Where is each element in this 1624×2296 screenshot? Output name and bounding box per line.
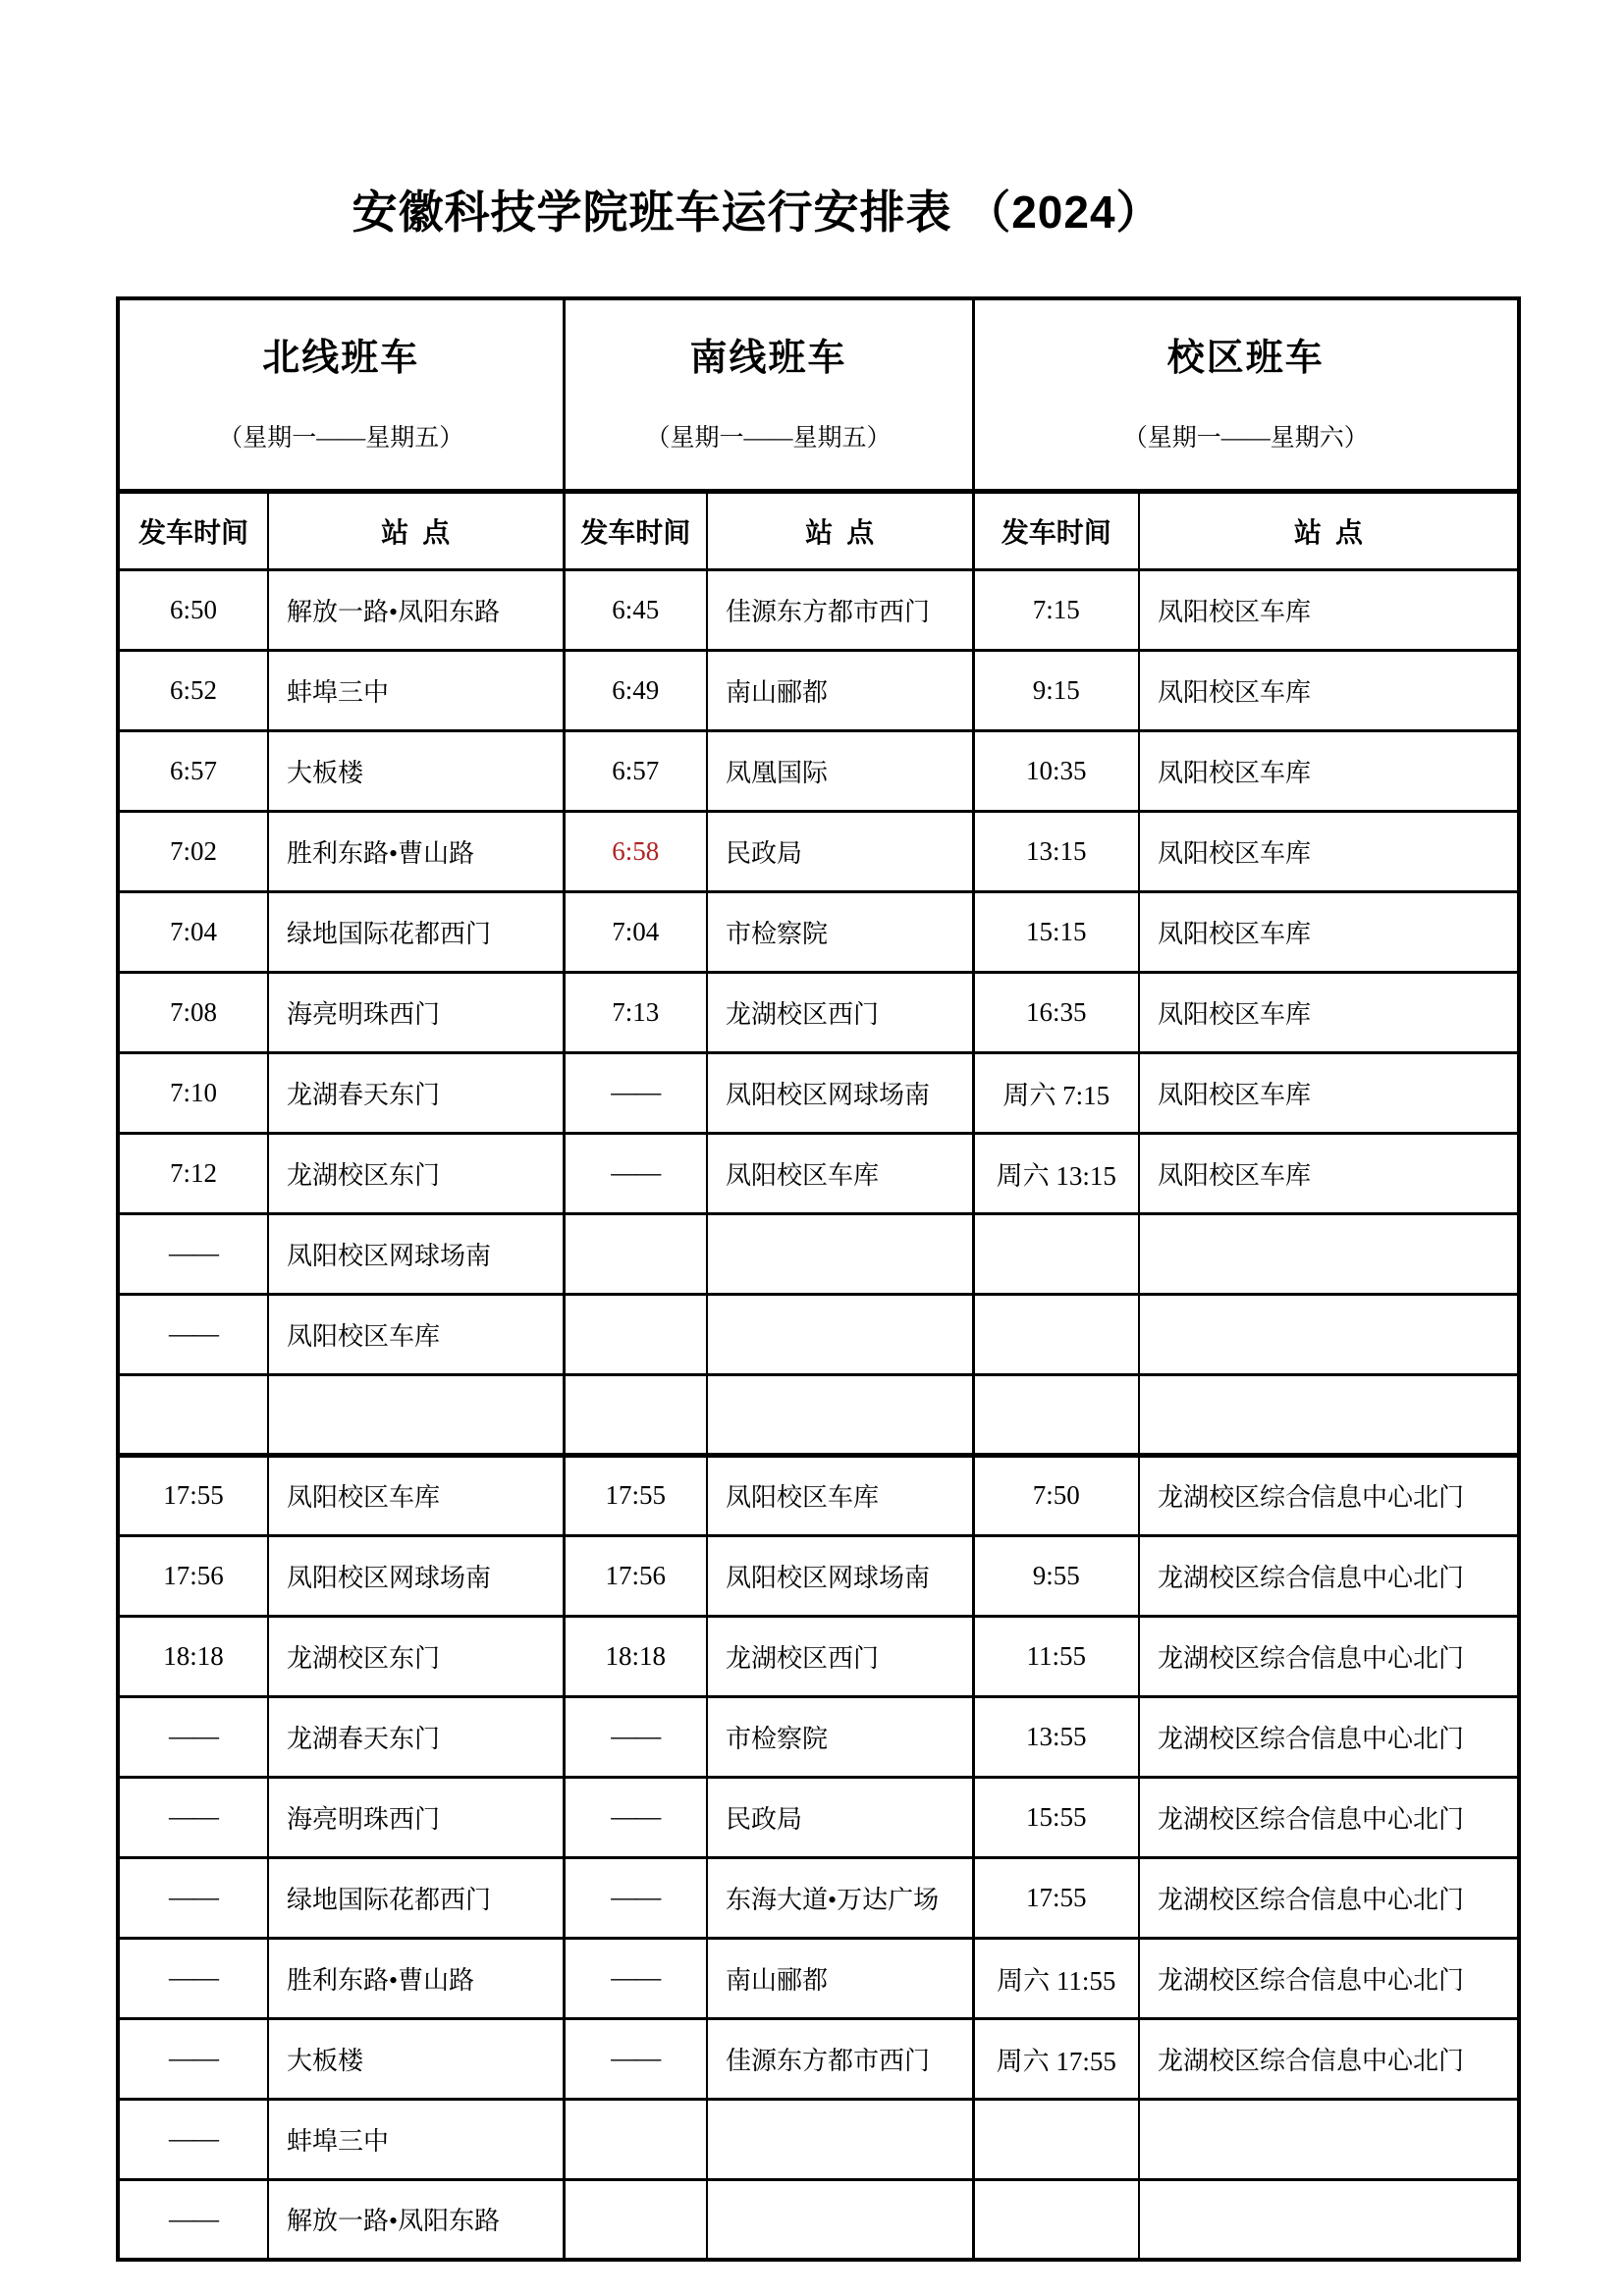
station-cell bbox=[1139, 1213, 1519, 1294]
group-days: （星期一——星期五） bbox=[218, 424, 464, 452]
station-cell: 佳源东方都市西门 bbox=[707, 2018, 973, 2099]
table-row bbox=[118, 1535, 1519, 1616]
departure-time-cell: —— bbox=[118, 2018, 268, 2099]
station-cell: 东海大道•万达广场 bbox=[707, 1857, 973, 1938]
station-cell bbox=[707, 1374, 973, 1455]
station-cell: 凤阳校区网球场南 bbox=[707, 1052, 973, 1133]
station-cell: 凤凰国际 bbox=[707, 730, 973, 811]
table-row bbox=[118, 972, 1519, 1052]
station-cell: 龙湖校区综合信息中心北门 bbox=[1139, 1696, 1519, 1777]
group-name: 南线班车 bbox=[689, 338, 847, 379]
table-row bbox=[118, 1213, 1519, 1294]
table-row bbox=[118, 1857, 1519, 1938]
station-cell: 龙湖校区综合信息中心北门 bbox=[1139, 1616, 1519, 1696]
departure-time-cell bbox=[973, 2099, 1139, 2179]
station-cell: 凤阳校区车库 bbox=[1139, 1052, 1519, 1133]
station-cell: 民政局 bbox=[707, 1777, 973, 1857]
departure-time-cell: 13:55 bbox=[973, 1696, 1139, 1777]
departure-time-cell bbox=[564, 1294, 707, 1374]
group-name: 北线班车 bbox=[262, 338, 420, 379]
group-header-south-line bbox=[564, 298, 973, 491]
table-row bbox=[118, 1616, 1519, 1696]
departure-time-cell: 16:35 bbox=[973, 972, 1139, 1052]
table-row bbox=[118, 1455, 1519, 1535]
departure-time-cell: —— bbox=[564, 1777, 707, 1857]
station-cell: 凤阳校区车库 bbox=[707, 1133, 973, 1213]
departure-time-cell bbox=[973, 1374, 1139, 1455]
departure-time-cell: 7:10 bbox=[118, 1052, 268, 1133]
station-cell: 大板楼 bbox=[268, 730, 564, 811]
station-cell: 海亮明珠西门 bbox=[268, 972, 564, 1052]
departure-time-cell: 6:52 bbox=[118, 650, 268, 730]
station-cell bbox=[1139, 2099, 1519, 2179]
departure-time-cell: 17:56 bbox=[118, 1535, 268, 1616]
departure-time-cell: —— bbox=[118, 1938, 268, 2018]
station-cell bbox=[1139, 2179, 1519, 2260]
departure-time-cell: —— bbox=[118, 1696, 268, 1777]
col-header-station: 站 点 bbox=[707, 491, 973, 569]
station-cell: 海亮明珠西门 bbox=[268, 1777, 564, 1857]
station-cell: 凤阳校区车库 bbox=[268, 1455, 564, 1535]
departure-time-cell: 17:55 bbox=[564, 1455, 707, 1535]
departure-time-cell: 7:04 bbox=[118, 891, 268, 972]
departure-time-cell: 18:18 bbox=[118, 1616, 268, 1696]
station-cell: 龙湖校区西门 bbox=[707, 1616, 973, 1696]
station-cell: 凤阳校区车库 bbox=[1139, 569, 1519, 650]
departure-time-cell: 13:15 bbox=[973, 811, 1139, 891]
station-cell: 佳源东方都市西门 bbox=[707, 569, 973, 650]
station-cell: 凤阳校区车库 bbox=[1139, 891, 1519, 972]
station-cell: 胜利东路•曹山路 bbox=[268, 811, 564, 891]
departure-time-cell bbox=[564, 1213, 707, 1294]
station-cell: 龙湖校区综合信息中心北门 bbox=[1139, 1857, 1519, 1938]
departure-time-cell: 7:12 bbox=[118, 1133, 268, 1213]
departure-time-cell: 7:15 bbox=[973, 569, 1139, 650]
station-cell: 绿地国际花都西门 bbox=[268, 891, 564, 972]
station-cell: 龙湖校区综合信息中心北门 bbox=[1139, 1777, 1519, 1857]
departure-time-cell: 15:15 bbox=[973, 891, 1139, 972]
departure-time-cell: 17:56 bbox=[564, 1535, 707, 1616]
station-cell: 龙湖校区东门 bbox=[268, 1616, 564, 1696]
departure-time-cell: 周六 11:55 bbox=[973, 1938, 1139, 2018]
station-cell: 龙湖校区西门 bbox=[707, 972, 973, 1052]
table-row bbox=[118, 1294, 1519, 1374]
departure-time-cell: 11:55 bbox=[973, 1616, 1139, 1696]
departure-time-cell bbox=[118, 1374, 268, 1455]
departure-time-cell: 7:50 bbox=[973, 1455, 1139, 1535]
column-header-row bbox=[118, 491, 1519, 569]
station-cell bbox=[707, 1213, 973, 1294]
group-header-north-line bbox=[118, 298, 564, 491]
departure-time-cell bbox=[564, 1374, 707, 1455]
station-cell: 凤阳校区网球场南 bbox=[268, 1213, 564, 1294]
departure-time-cell: —— bbox=[118, 2179, 268, 2260]
table-row bbox=[118, 891, 1519, 972]
station-cell: 市检察院 bbox=[707, 891, 973, 972]
departure-time-cell: 7:08 bbox=[118, 972, 268, 1052]
departure-time-cell: 17:55 bbox=[118, 1455, 268, 1535]
departure-time-cell: 7:04 bbox=[564, 891, 707, 972]
station-cell: 凤阳校区车库 bbox=[268, 1294, 564, 1374]
station-cell: 大板楼 bbox=[268, 2018, 564, 2099]
departure-time-cell: 6:49 bbox=[564, 650, 707, 730]
table-row bbox=[118, 650, 1519, 730]
group-header-campus-line bbox=[973, 298, 1519, 491]
station-cell: 绿地国际花都西门 bbox=[268, 1857, 564, 1938]
station-cell: 凤阳校区网球场南 bbox=[707, 1535, 973, 1616]
col-header-departure-time: 发车时间 bbox=[973, 491, 1139, 569]
group-name: 校区班车 bbox=[1166, 338, 1325, 379]
station-cell bbox=[1139, 1374, 1519, 1455]
departure-time-cell bbox=[973, 1294, 1139, 1374]
station-cell: 南山郦都 bbox=[707, 1938, 973, 2018]
table-row bbox=[118, 2018, 1519, 2099]
departure-time-cell: —— bbox=[564, 1938, 707, 2018]
col-header-departure-time: 发车时间 bbox=[118, 491, 268, 569]
station-cell: 龙湖春天东门 bbox=[268, 1696, 564, 1777]
table-row bbox=[118, 1374, 1519, 1455]
table-row bbox=[118, 811, 1519, 891]
bus-schedule-table bbox=[116, 296, 1521, 2262]
departure-time-cell: —— bbox=[118, 1777, 268, 1857]
departure-time-cell: 周六 17:55 bbox=[973, 2018, 1139, 2099]
station-cell: 凤阳校区网球场南 bbox=[268, 1535, 564, 1616]
station-cell: 市检察院 bbox=[707, 1696, 973, 1777]
departure-time-cell bbox=[564, 2179, 707, 2260]
departure-time-cell: 7:02 bbox=[118, 811, 268, 891]
departure-time-cell: —— bbox=[118, 2099, 268, 2179]
departure-time-cell: 18:18 bbox=[564, 1616, 707, 1696]
col-header-station: 站 点 bbox=[268, 491, 564, 569]
departure-time-cell: 6:50 bbox=[118, 569, 268, 650]
departure-time-cell: 15:55 bbox=[973, 1777, 1139, 1857]
station-cell bbox=[268, 1374, 564, 1455]
group-days: （星期一——星期六） bbox=[1122, 424, 1369, 452]
station-cell: 凤阳校区车库 bbox=[1139, 730, 1519, 811]
departure-time-cell: 17:55 bbox=[973, 1857, 1139, 1938]
station-cell: 凤阳校区车库 bbox=[1139, 650, 1519, 730]
station-cell: 龙湖春天东门 bbox=[268, 1052, 564, 1133]
departure-time-cell: 9:15 bbox=[973, 650, 1139, 730]
table-row bbox=[118, 1777, 1519, 1857]
col-header-departure-time: 发车时间 bbox=[564, 491, 707, 569]
departure-time-cell: —— bbox=[118, 1294, 268, 1374]
departure-time-cell bbox=[973, 1213, 1139, 1294]
station-cell: 蚌埠三中 bbox=[268, 2099, 564, 2179]
departure-time-cell: 周六 13:15 bbox=[973, 1133, 1139, 1213]
station-cell: 凤阳校区车库 bbox=[1139, 1133, 1519, 1213]
table-row bbox=[118, 1052, 1519, 1133]
table-row bbox=[118, 1133, 1519, 1213]
station-cell: 民政局 bbox=[707, 811, 973, 891]
station-cell: 蚌埠三中 bbox=[268, 650, 564, 730]
table-row bbox=[118, 1938, 1519, 2018]
departure-time-cell bbox=[973, 2179, 1139, 2260]
station-cell: 龙湖校区综合信息中心北门 bbox=[1139, 1455, 1519, 1535]
departure-time-cell: 6:58 bbox=[564, 811, 707, 891]
table-row bbox=[118, 2179, 1519, 2260]
departure-time-cell: 6:57 bbox=[564, 730, 707, 811]
departure-time-cell: —— bbox=[564, 1133, 707, 1213]
table-row bbox=[118, 2099, 1519, 2179]
station-cell: 龙湖校区综合信息中心北门 bbox=[1139, 2018, 1519, 2099]
table-row bbox=[118, 569, 1519, 650]
departure-time-cell bbox=[564, 2099, 707, 2179]
departure-time-cell: 7:13 bbox=[564, 972, 707, 1052]
departure-time-cell: 9:55 bbox=[973, 1535, 1139, 1616]
departure-time-cell: —— bbox=[564, 1052, 707, 1133]
departure-time-cell: —— bbox=[118, 1213, 268, 1294]
station-cell: 龙湖校区东门 bbox=[268, 1133, 564, 1213]
station-cell: 胜利东路•曹山路 bbox=[268, 1938, 564, 2018]
station-cell: 龙湖校区综合信息中心北门 bbox=[1139, 1938, 1519, 2018]
station-cell: 凤阳校区车库 bbox=[1139, 972, 1519, 1052]
station-cell: 凤阳校区车库 bbox=[1139, 811, 1519, 891]
group-header-row bbox=[118, 298, 1519, 491]
station-cell bbox=[707, 1294, 973, 1374]
departure-time-cell: 6:57 bbox=[118, 730, 268, 811]
station-cell: 南山郦都 bbox=[707, 650, 973, 730]
departure-time-cell: 周六 7:15 bbox=[973, 1052, 1139, 1133]
table-row bbox=[118, 1696, 1519, 1777]
station-cell: 龙湖校区综合信息中心北门 bbox=[1139, 1535, 1519, 1616]
table-row bbox=[118, 730, 1519, 811]
departure-time-cell: 6:45 bbox=[564, 569, 707, 650]
departure-time-cell: —— bbox=[118, 1857, 268, 1938]
station-cell bbox=[1139, 1294, 1519, 1374]
group-days: （星期一——星期五） bbox=[645, 424, 892, 452]
station-cell bbox=[707, 2179, 973, 2260]
departure-time-cell: —— bbox=[564, 1857, 707, 1938]
departure-time-cell: —— bbox=[564, 1696, 707, 1777]
station-cell: 解放一路•凤阳东路 bbox=[268, 2179, 564, 2260]
col-header-station: 站 点 bbox=[1139, 491, 1519, 569]
departure-time-cell: —— bbox=[564, 2018, 707, 2099]
station-cell: 解放一路•凤阳东路 bbox=[268, 569, 564, 650]
station-cell: 凤阳校区车库 bbox=[707, 1455, 973, 1535]
page-title: 安徽科技学院班车运行安排表 （2024） bbox=[352, 187, 1163, 238]
station-cell bbox=[707, 2099, 973, 2179]
departure-time-cell: 10:35 bbox=[973, 730, 1139, 811]
